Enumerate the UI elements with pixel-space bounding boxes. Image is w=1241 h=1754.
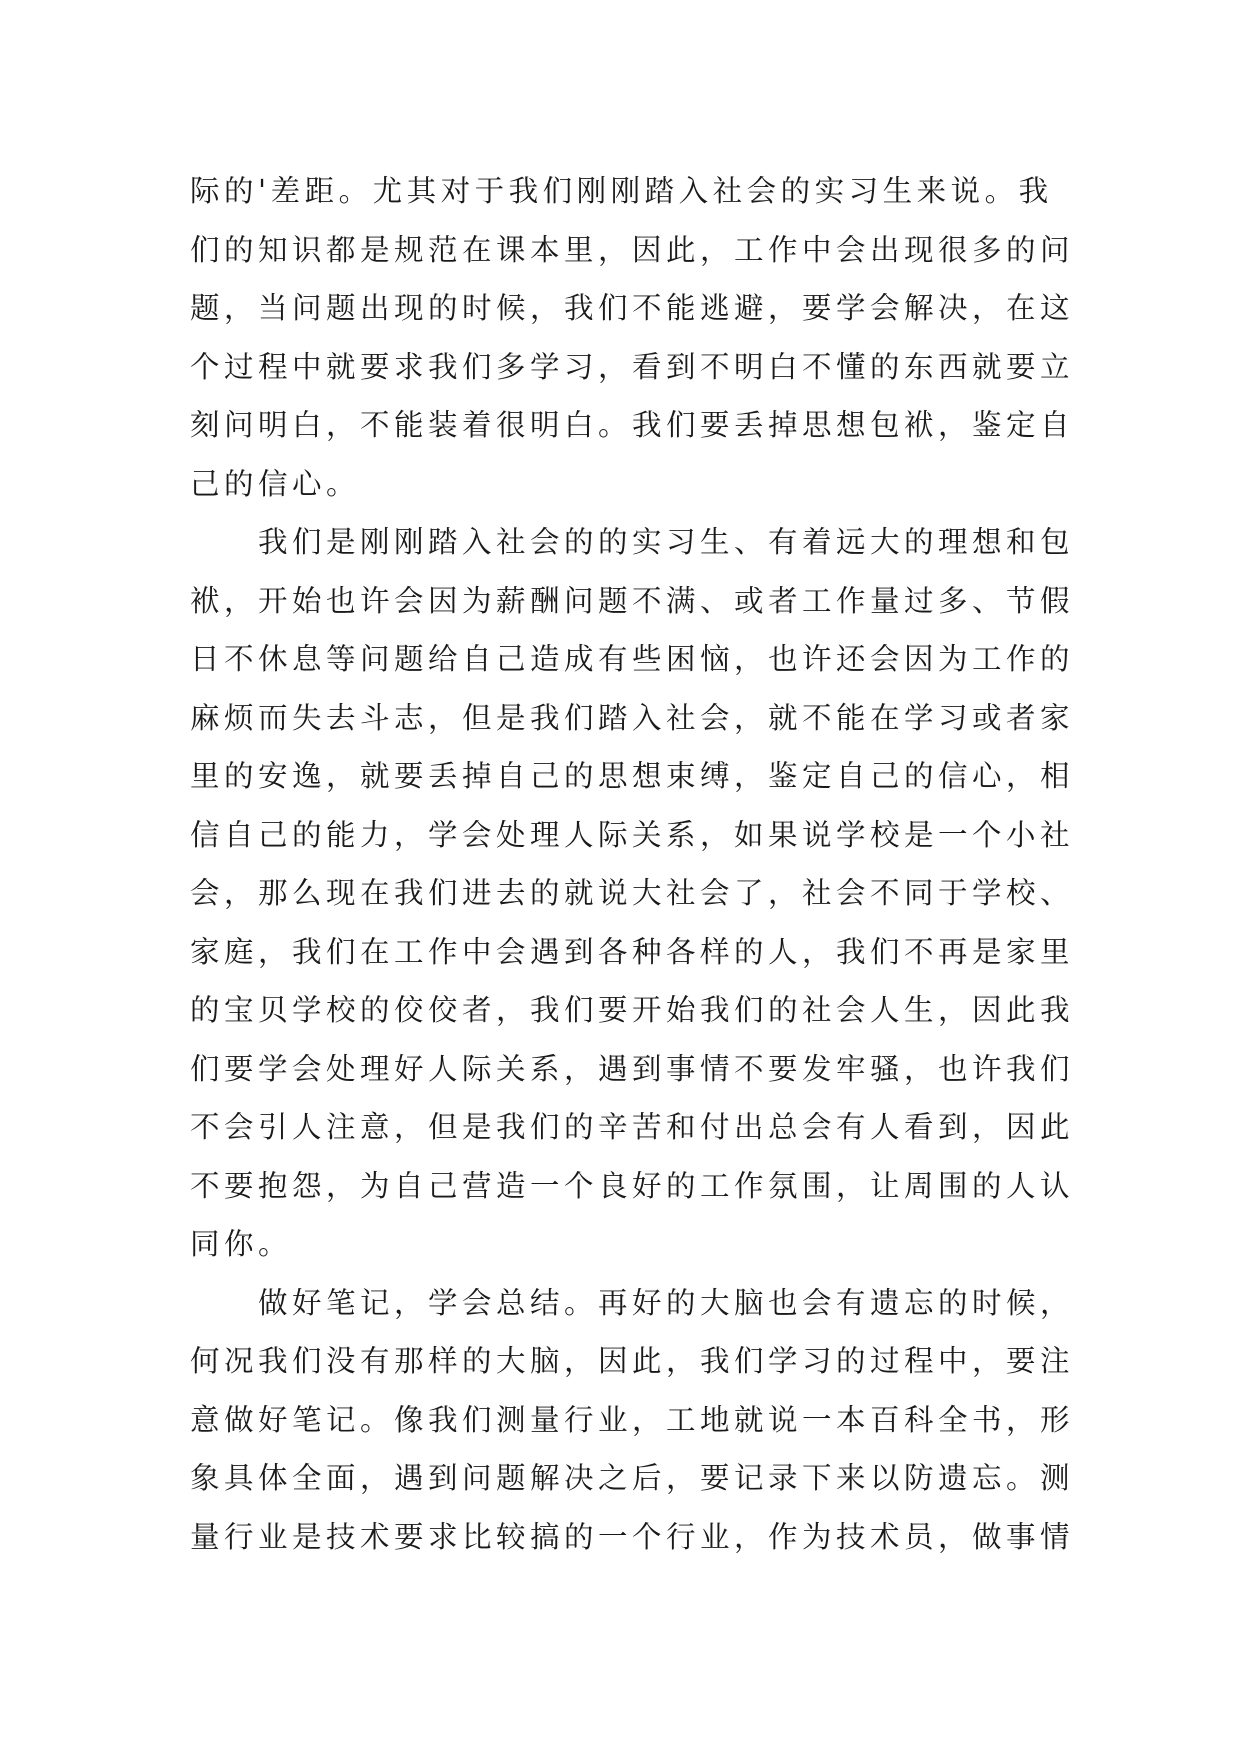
text-line: 们的知识都是规范在课本里，因此，工作中会出现很多的问	[190, 232, 1075, 267]
text-line: 刻问明白，不能装着很明白。我们要丢掉思想包袱，鉴定自	[190, 408, 1075, 442]
text-line: 袱，开始也许会因为薪酬问题不满、或者工作量过多、节假	[190, 583, 1075, 618]
text-line: 信自己的能力，学会处理人际关系，如果说学校是一个小社	[190, 817, 1075, 852]
text-line: 会，那么现在我们进去的就说大社会了，社会不同于学校、	[190, 876, 1075, 910]
text-line: 量行业是技术要求比较搞的一个行业，作为技术员，做事情	[190, 1519, 1075, 1554]
text-line: 题，当问题出现的时候，我们不能逃避，要学会解决，在这	[190, 291, 1075, 325]
text-line: 际的'差距。尤其对于我们刚刚踏入社会的实习生来说。我	[190, 174, 1053, 208]
text-line: 象具体全面，遇到问题解决之后，要记录下来以防遗忘。测	[190, 1461, 1075, 1495]
text-line: 不会引人注意，但是我们的辛苦和付出总会有人看到，因此	[190, 1110, 1075, 1144]
text-line: 日不休息等问题给自己造成有些困恼，也许还会因为工作的	[190, 642, 1075, 676]
body-text	[190, 162, 1075, 1566]
text-line: 麻烦而失去斗志，但是我们踏入社会，就不能在学习或者家	[190, 700, 1075, 735]
text-line: 己的信心。	[190, 466, 361, 501]
text-line: 家庭，我们在工作中会遇到各种各样的人，我们不再是家里	[190, 934, 1075, 969]
text-line: 不要抱怨，为自己营造一个良好的工作氛围，让周围的人认	[190, 1168, 1075, 1203]
text-line: 同你。	[190, 1227, 293, 1261]
text-line: 意做好笔记。像我们测量行业，工地就说一本百科全书，形	[190, 1402, 1075, 1437]
text-line: 何况我们没有那样的大脑，因此，我们学习的过程中，要注	[190, 1344, 1075, 1378]
text-line: 的宝贝学校的佼佼者，我们要开始我们的社会人生，因此我	[190, 993, 1075, 1027]
text-line: 里的安逸，就要丢掉自己的思想束缚，鉴定自己的信心，相	[190, 759, 1075, 793]
text-line: 个过程中就要求我们多学习，看到不明白不懂的东西就要立	[190, 349, 1075, 384]
text-line: 做好笔记，学会总结。再好的大脑也会有遗忘的时候，	[190, 1285, 1075, 1320]
text-line: 们要学会处理好人际关系，遇到事情不要发牢骚，也许我们	[190, 1051, 1075, 1086]
text-line: 我们是刚刚踏入社会的的实习生、有着远大的理想和包	[190, 525, 1075, 559]
